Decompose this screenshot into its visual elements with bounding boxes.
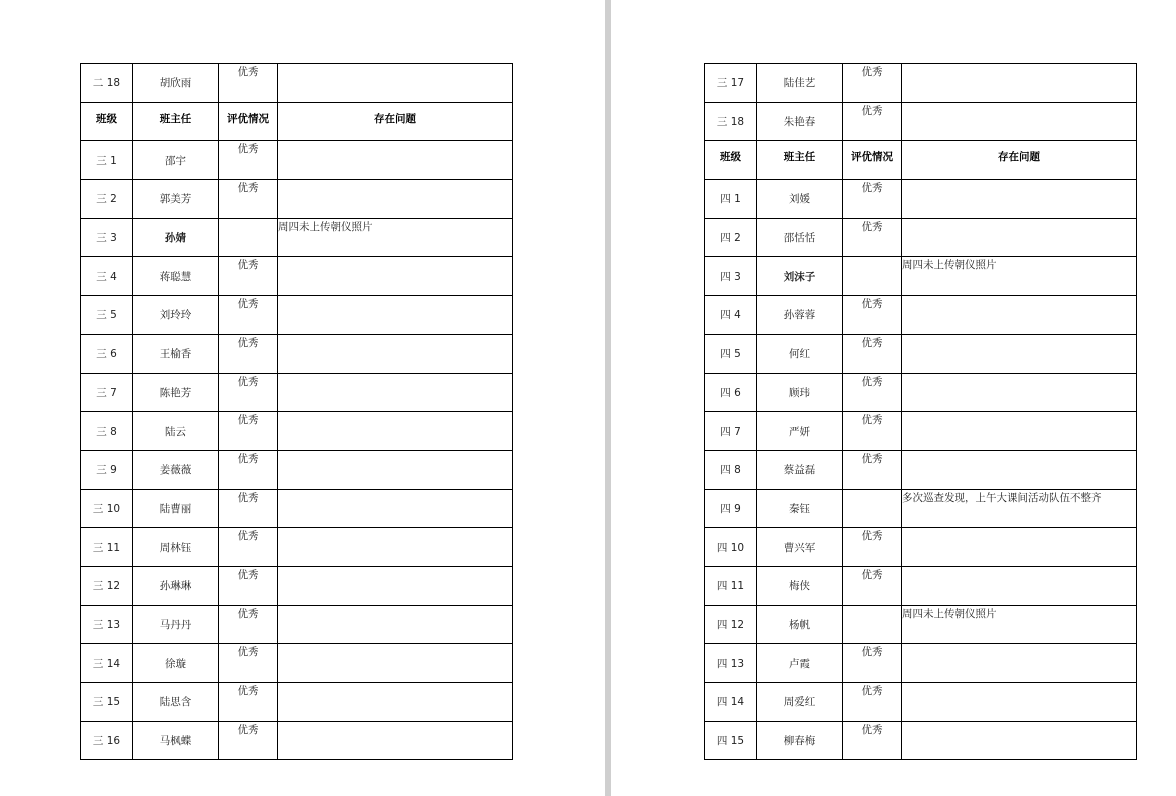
class-cell: 三 18 [705,102,757,141]
class-cell: 三 5 [81,296,133,335]
teacher-cell: 陈艳芳 [133,373,219,412]
class-cell: 三 2 [81,180,133,219]
evaluation-header: 评优情况 [219,102,278,141]
table-row [705,296,1137,335]
teacher-cell: 陆思含 [133,683,219,722]
class-cell: 四 1 [705,180,757,219]
class-cell: 三 14 [81,644,133,683]
evaluation-cell: 优秀 [219,450,278,489]
class-cell: 三 11 [81,528,133,567]
teacher-cell: 邵宇 [133,141,219,180]
issue-cell: 周四未上传朝仪照片 [902,257,1137,296]
teacher-cell: 陆佳艺 [757,64,843,103]
evaluation-cell: 优秀 [843,218,902,257]
table-row [705,721,1137,760]
issue-cell [278,489,513,528]
teacher-cell: 卢霞 [757,644,843,683]
class-cell: 四 2 [705,218,757,257]
teacher-cell: 孙婧 [133,218,219,257]
class-cell: 三 17 [705,64,757,103]
teacher-cell: 顾玮 [757,373,843,412]
table-row [81,412,513,451]
table-row [705,528,1137,567]
issue-header: 存在问题 [902,141,1137,180]
table-row [81,373,513,412]
teacher-cell: 杨帆 [757,605,843,644]
teacher-cell: 马枫蝶 [133,721,219,760]
teacher-cell: 刘媛 [757,180,843,219]
table-row [81,141,513,180]
table-row [705,489,1137,528]
evaluation-cell: 优秀 [843,644,902,683]
issue-cell: 多次巡查发现，上午大课间活动队伍不整齐 [902,489,1137,528]
issue-cell [278,566,513,605]
teacher-cell: 周林钰 [133,528,219,567]
table-row [81,489,513,528]
table-row [81,721,513,760]
table-row [705,412,1137,451]
table-row [81,64,513,103]
table-row [705,644,1137,683]
class-header: 班级 [705,141,757,180]
issue-cell [902,566,1137,605]
evaluation-cell: 优秀 [219,644,278,683]
evaluation-cell [219,218,278,257]
table-row [705,257,1137,296]
table-row [705,334,1137,373]
teacher-header: 班主任 [757,141,843,180]
evaluation-cell: 优秀 [843,64,902,103]
evaluation-cell: 优秀 [219,605,278,644]
evaluation-table-left [80,63,513,760]
table-row [705,683,1137,722]
issue-cell [902,683,1137,722]
evaluation-cell: 优秀 [219,180,278,219]
evaluation-cell: 优秀 [219,721,278,760]
issue-cell: 周四未上传朝仪照片 [902,605,1137,644]
teacher-cell: 梅侠 [757,566,843,605]
teacher-cell: 柳春梅 [757,721,843,760]
evaluation-cell: 优秀 [219,334,278,373]
table-row [81,334,513,373]
table-header-row [705,141,1137,180]
evaluation-cell: 优秀 [843,102,902,141]
issue-cell: 周四未上传朝仪照片 [278,218,513,257]
class-cell: 三 7 [81,373,133,412]
class-cell: 四 13 [705,644,757,683]
teacher-cell: 朱艳春 [757,102,843,141]
class-cell: 四 11 [705,566,757,605]
evaluation-cell: 优秀 [843,721,902,760]
teacher-cell: 陆云 [133,412,219,451]
class-cell: 四 14 [705,683,757,722]
teacher-cell: 刘玲玲 [133,296,219,335]
class-cell: 四 10 [705,528,757,567]
teacher-cell: 王榆香 [133,334,219,373]
teacher-cell: 姜薇薇 [133,450,219,489]
class-cell: 四 6 [705,373,757,412]
teacher-cell: 蒋聪慧 [133,257,219,296]
evaluation-cell: 优秀 [219,489,278,528]
teacher-cell: 郭美芳 [133,180,219,219]
evaluation-cell: 优秀 [219,257,278,296]
teacher-cell: 刘沫子 [757,257,843,296]
evaluation-cell: 优秀 [843,180,902,219]
teacher-cell: 秦钰 [757,489,843,528]
teacher-cell: 马丹丹 [133,605,219,644]
class-cell: 三 9 [81,450,133,489]
evaluation-cell: 优秀 [219,296,278,335]
issue-cell [902,296,1137,335]
evaluation-cell: 优秀 [219,566,278,605]
table-row [705,605,1137,644]
evaluation-cell: 优秀 [219,141,278,180]
table-row [81,528,513,567]
evaluation-table-right [704,63,1137,760]
class-cell: 四 7 [705,412,757,451]
table-row [81,257,513,296]
issue-cell [278,450,513,489]
table-body [81,64,513,760]
evaluation-cell: 优秀 [843,528,902,567]
evaluation-header: 评优情况 [843,141,902,180]
issue-cell [278,180,513,219]
class-cell: 三 15 [81,683,133,722]
table-row [81,683,513,722]
class-cell: 四 9 [705,489,757,528]
issue-cell [278,605,513,644]
issue-cell [278,412,513,451]
issue-cell [902,102,1137,141]
issue-cell [278,644,513,683]
class-cell: 四 15 [705,721,757,760]
teacher-cell: 徐璇 [133,644,219,683]
evaluation-cell [843,489,902,528]
class-cell: 三 10 [81,489,133,528]
class-cell: 二 18 [81,64,133,103]
issue-cell [902,180,1137,219]
issue-cell [278,683,513,722]
evaluation-cell: 优秀 [843,373,902,412]
issue-cell [278,64,513,103]
issue-cell [902,373,1137,412]
issue-cell [278,528,513,567]
table-row [81,180,513,219]
class-cell: 四 3 [705,257,757,296]
evaluation-cell: 优秀 [843,412,902,451]
class-cell: 三 4 [81,257,133,296]
table-row [81,296,513,335]
table-row [705,180,1137,219]
evaluation-cell: 优秀 [843,450,902,489]
teacher-cell: 严妍 [757,412,843,451]
teacher-cell: 蔡益磊 [757,450,843,489]
teacher-header: 班主任 [133,102,219,141]
teacher-cell: 何红 [757,334,843,373]
issue-cell [902,218,1137,257]
class-cell: 三 1 [81,141,133,180]
teacher-cell: 周爱红 [757,683,843,722]
class-cell: 三 6 [81,334,133,373]
class-cell: 四 12 [705,605,757,644]
issue-cell [902,64,1137,103]
evaluation-cell: 优秀 [843,683,902,722]
table-row [705,373,1137,412]
class-cell: 三 8 [81,412,133,451]
class-cell: 四 8 [705,450,757,489]
teacher-cell: 陆曹丽 [133,489,219,528]
issue-cell [278,721,513,760]
issue-cell [902,528,1137,567]
table-row [705,64,1137,103]
teacher-cell: 孙琳琳 [133,566,219,605]
issue-cell [902,334,1137,373]
issue-cell [902,721,1137,760]
table-row [705,102,1137,141]
issue-cell [278,296,513,335]
table-row [81,605,513,644]
teacher-cell: 孙蓉蓉 [757,296,843,335]
evaluation-cell: 优秀 [219,64,278,103]
table-row [81,450,513,489]
class-cell: 四 4 [705,296,757,335]
table-header-row [81,102,513,141]
evaluation-cell: 优秀 [219,683,278,722]
issue-cell [278,257,513,296]
evaluation-cell: 优秀 [843,566,902,605]
table-row [705,566,1137,605]
teacher-cell: 胡欣雨 [133,64,219,103]
issue-cell [278,141,513,180]
class-cell: 三 13 [81,605,133,644]
evaluation-cell: 优秀 [219,528,278,567]
class-cell: 三 12 [81,566,133,605]
evaluation-cell [843,605,902,644]
class-cell: 三 16 [81,721,133,760]
table-row [81,218,513,257]
issue-cell [902,450,1137,489]
teacher-cell: 曹兴军 [757,528,843,567]
table-row [705,218,1137,257]
issue-header: 存在问题 [278,102,513,141]
class-cell: 四 5 [705,334,757,373]
table-row [81,644,513,683]
table-row [705,450,1137,489]
evaluation-cell: 优秀 [219,373,278,412]
table-row [81,566,513,605]
class-header: 班级 [81,102,133,141]
evaluation-cell: 优秀 [219,412,278,451]
issue-cell [278,373,513,412]
issue-cell [278,334,513,373]
evaluation-cell: 优秀 [843,334,902,373]
class-cell: 三 3 [81,218,133,257]
evaluation-cell: 优秀 [843,296,902,335]
teacher-cell: 邵恬恬 [757,218,843,257]
document-page-right [611,0,1176,796]
evaluation-cell [843,257,902,296]
issue-cell [902,412,1137,451]
table-body [705,64,1137,760]
issue-cell [902,644,1137,683]
